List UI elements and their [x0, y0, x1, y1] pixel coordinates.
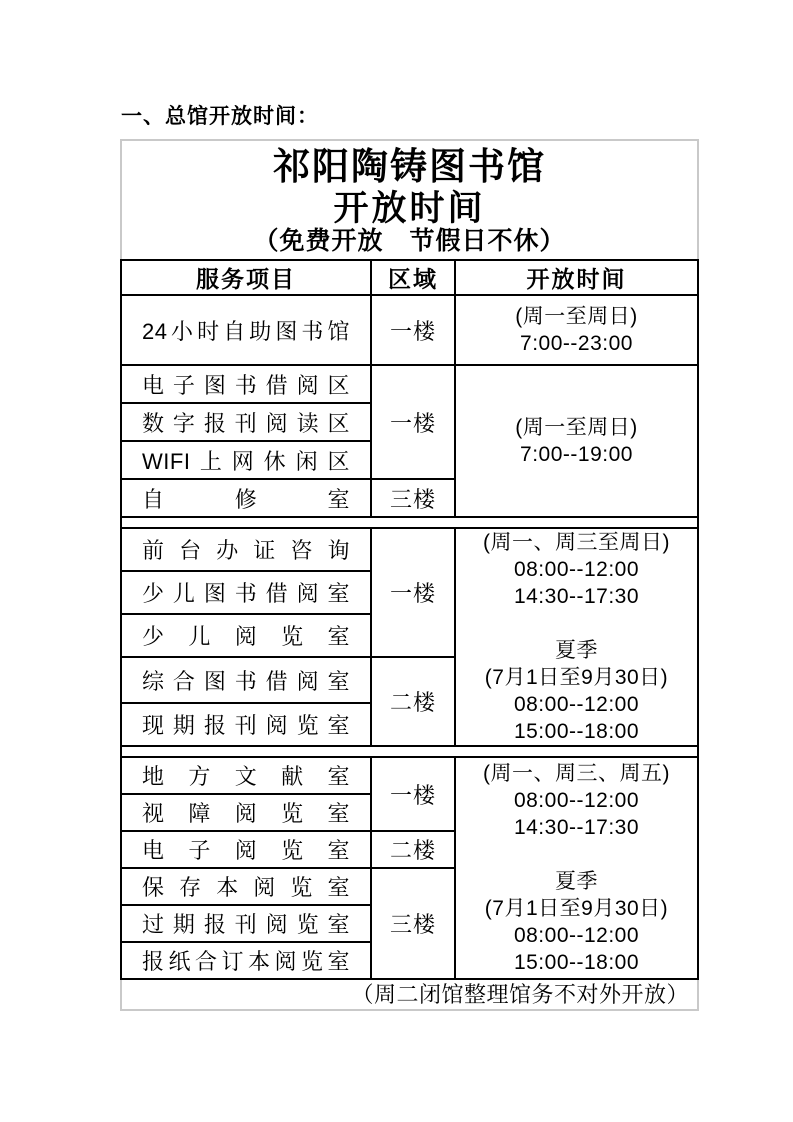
hours-line: 7:00--19:00: [520, 443, 633, 466]
hours-line: 08:00--12:00: [513, 789, 640, 812]
card-title-block: [122, 141, 697, 259]
hours-cell: [455, 528, 698, 746]
table-row: [121, 757, 698, 794]
table-body: [121, 295, 698, 979]
floor-cell: 一楼: [371, 295, 455, 365]
hours-line: 08:00--12:00: [513, 558, 640, 581]
hours-line: (周一至周日): [515, 416, 638, 439]
hours-line: (周一、周三、周五): [483, 762, 670, 785]
service-cell: 数字报刊阅读区: [121, 403, 371, 441]
schedule-card: [120, 139, 699, 1011]
hours-line: [456, 610, 697, 637]
service-cell: 报纸合订本阅览室: [121, 942, 371, 979]
closed-day-note: （周二闭馆整理馆务不对外开放）: [351, 982, 689, 1007]
hours-line: 08:00--12:00: [513, 693, 640, 716]
floor-cell: 二楼: [371, 831, 455, 868]
section-separator: [121, 746, 698, 757]
column-header: 区域: [371, 260, 455, 295]
library-name: 祁阳陶铸图书馆: [273, 147, 546, 188]
floor-cell: 一楼: [371, 757, 455, 831]
table-row: [121, 295, 698, 365]
table-row: [121, 528, 698, 571]
service-cell: 综合图书借阅室: [121, 657, 371, 703]
floor-cell: 三楼: [371, 868, 455, 979]
hours-line: 14:30--17:30: [513, 816, 640, 839]
service-cell: 过期报刊阅览室: [121, 905, 371, 942]
hours-line: 15:00--18:00: [513, 720, 640, 743]
hours-line: (周一、周三至周日): [483, 531, 670, 554]
service-cell: 视障阅览室: [121, 794, 371, 831]
floor-cell: 一楼: [371, 365, 455, 479]
service-cell: 24小时自助图书馆: [121, 295, 371, 365]
service-cell: 地方文献室: [121, 757, 371, 794]
hours-line: 7:00--23:00: [520, 332, 633, 355]
service-cell: 现期报刊阅览室: [121, 703, 371, 746]
card-subtitle: （免费开放 节假日不休）: [253, 228, 566, 255]
column-header: 开放时间: [455, 260, 698, 295]
service-cell: 电子阅览室: [121, 831, 371, 868]
service-cell: 保存本阅览室: [121, 868, 371, 905]
floor-cell: 一楼: [371, 528, 455, 657]
service-cell: 少儿图书借阅室: [121, 571, 371, 614]
service-cell: 少儿阅览室: [121, 614, 371, 657]
floor-cell: 二楼: [371, 657, 455, 746]
column-header: 服务项目: [121, 260, 371, 295]
page-title: 一、总馆开放时间：: [121, 105, 319, 128]
card-title: 开放时间: [333, 189, 486, 228]
hours-line: 08:00--12:00: [513, 924, 640, 947]
schedule-table: [120, 259, 699, 980]
hours-line: (周一至周日): [515, 305, 638, 328]
service-cell: 前台办证咨询: [121, 528, 371, 571]
hours-line: 14:30--17:30: [513, 585, 640, 608]
service-cell: 自修室: [121, 479, 371, 517]
hours-line: 夏季: [555, 870, 598, 893]
hours-line: (7月1日至9月30日): [484, 897, 669, 920]
hours-cell: [455, 757, 698, 979]
floor-cell: 三楼: [371, 479, 455, 517]
hours-cell: [455, 365, 698, 517]
hours-line: 夏季: [555, 639, 598, 662]
table-header-row: [121, 260, 698, 295]
table-row: [121, 365, 698, 403]
section-separator: [121, 517, 698, 528]
hours-line: (7月1日至9月30日): [484, 666, 669, 689]
hours-line: 15:00--18:00: [513, 951, 640, 974]
service-cell: WIFI上网休闲区: [121, 441, 371, 479]
service-cell: 电子图书借阅区: [121, 365, 371, 403]
hours-line: [456, 841, 697, 868]
hours-cell: [455, 295, 698, 365]
